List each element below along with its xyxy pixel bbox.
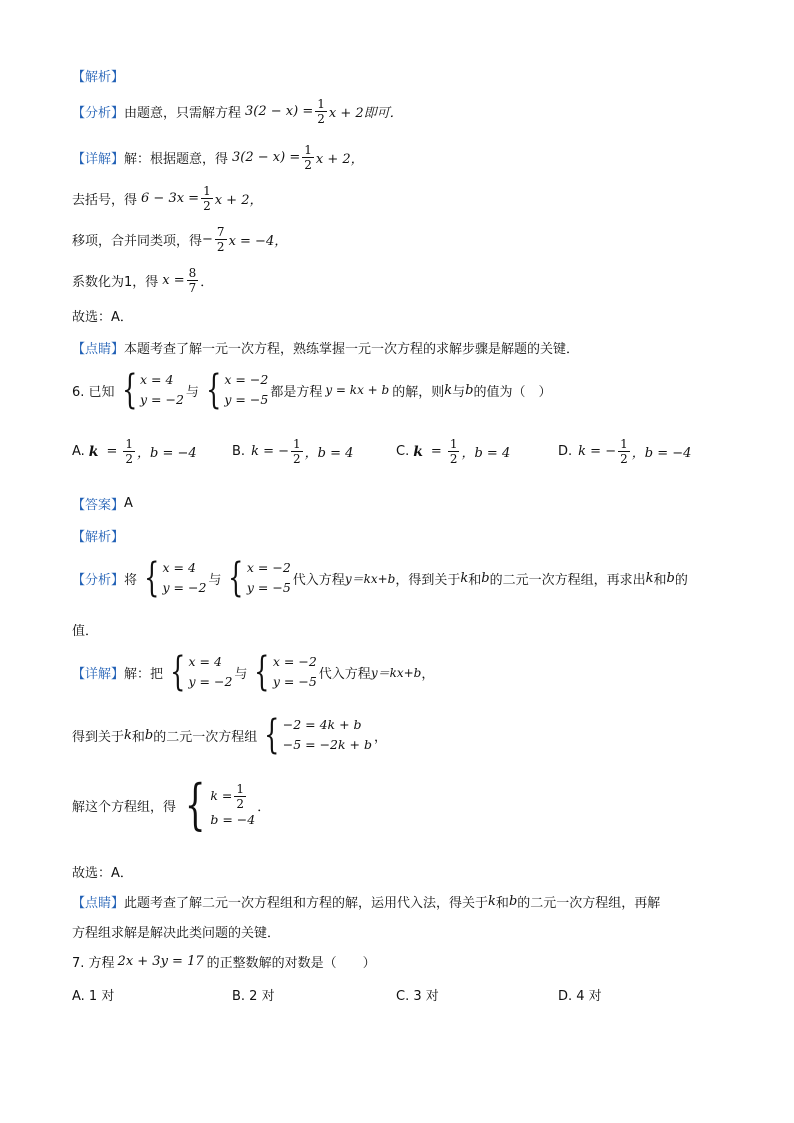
system-1: { x = 4 y = −2: [121, 367, 184, 413]
detail-line-1: 【详解】 解：根据题意，得 3(2 − x) = $\frac{1}{2}$ x + 2，: [72, 143, 364, 172]
analysis-line-1: 【分析】 由题意，只需解方程 3(2 − x) = $\frac{1}{2}$ x + 2即可．: [72, 97, 403, 126]
detail-line-2: 【详解】 解：把 { x = 4 y = −2 与 { x = −2 y = −5 代入方程 y＝kx+b ，: [72, 649, 435, 695]
option-7-a[interactable]: A. 1 对: [72, 989, 115, 1004]
option-6-d[interactable]: D. k = − $\frac{1}{2}$ ，b = −4: [558, 437, 692, 466]
step-combine-terms: 移项，合并同类项，得 − $\frac{7}{2}$ x = −4，: [72, 225, 288, 254]
analysis-label-2: 【解析】: [72, 530, 125, 545]
step-coefficient: 系数化为1，得 x = $\frac{8}{7}$ ．: [72, 266, 214, 295]
step-solve-system: 解这个方程组，得 { k = $\frac{1}{2}$ b = −4 ．: [72, 773, 271, 836]
analysis-label-1: 【解析】: [72, 70, 125, 85]
analysis-line-2: 【分析】 将 { x = 4 y = −2 与 { x = −2 y = −5 代入方程 y＝kx+b ，得到关于 k 和 b 的二元一次方程组，再求出 k 和 b 的: [72, 555, 688, 601]
fraction-seven-halves: $\frac{7}{2}$: [216, 225, 225, 254]
option-7-c[interactable]: C. 3 对: [396, 989, 439, 1004]
fraction-half: $\frac{1}{2}$: [317, 97, 325, 126]
analysis-line-2-cont: 值．: [72, 624, 99, 639]
step-remove-brackets: 去括号，得 6 − 3x = $\frac{1}{2}$ x + 2，: [72, 184, 263, 213]
comment-line-1: 【点睛】 本题考查了解一元一次方程，熟练掌握一元一次方程的求解步骤是解题的关键．: [72, 342, 580, 357]
option-6-a[interactable]: A. k = $\frac{1}{2}$ ，b = −4: [72, 437, 197, 466]
option-7-d[interactable]: D. 4 对: [558, 989, 602, 1004]
option-6-c[interactable]: C. k = $\frac{1}{2}$ ，b = 4: [396, 437, 511, 466]
fraction-eight-sevenths: $\frac{8}{7}$: [188, 266, 197, 295]
answer-6: 【答案】 A: [72, 496, 133, 513]
choose-answer-1: 故选：A．: [72, 310, 133, 325]
option-6-b[interactable]: B. k = − $\frac{1}{2}$ ，b = 4: [232, 437, 354, 466]
system-2: { x = −2 y = −5: [206, 367, 269, 413]
comment-line-2: 【点睛】 此题考查了解二元一次方程组和方程的解，运用代入法，得关于 k 和 b 的二元一次方程组，再解: [72, 894, 661, 911]
comment-line-2-cont: 方程组求解是解决此类问题的关键．: [72, 926, 281, 941]
question-7: 7. 方程 2x + 3y = 17 的正整数解的对数是（ ）: [72, 954, 376, 971]
step-build-system: 得到关于 k 和 b 的二元一次方程组 { −2 = 4k + b −5 = −2k + b ，: [72, 712, 388, 758]
fraction-half: $\frac{1}{2}$: [304, 143, 312, 172]
question-6: 6. 已知 { x = 4 y = −2 与 { x = −2 y = −5 都是方程 y = kx + b 的解，则 k 与 b 的值为（ ）: [72, 367, 552, 413]
fraction-half: $\frac{1}{2}$: [203, 184, 211, 213]
option-7-b[interactable]: B. 2 对: [232, 989, 275, 1004]
choose-answer-2: 故选：A．: [72, 866, 133, 881]
